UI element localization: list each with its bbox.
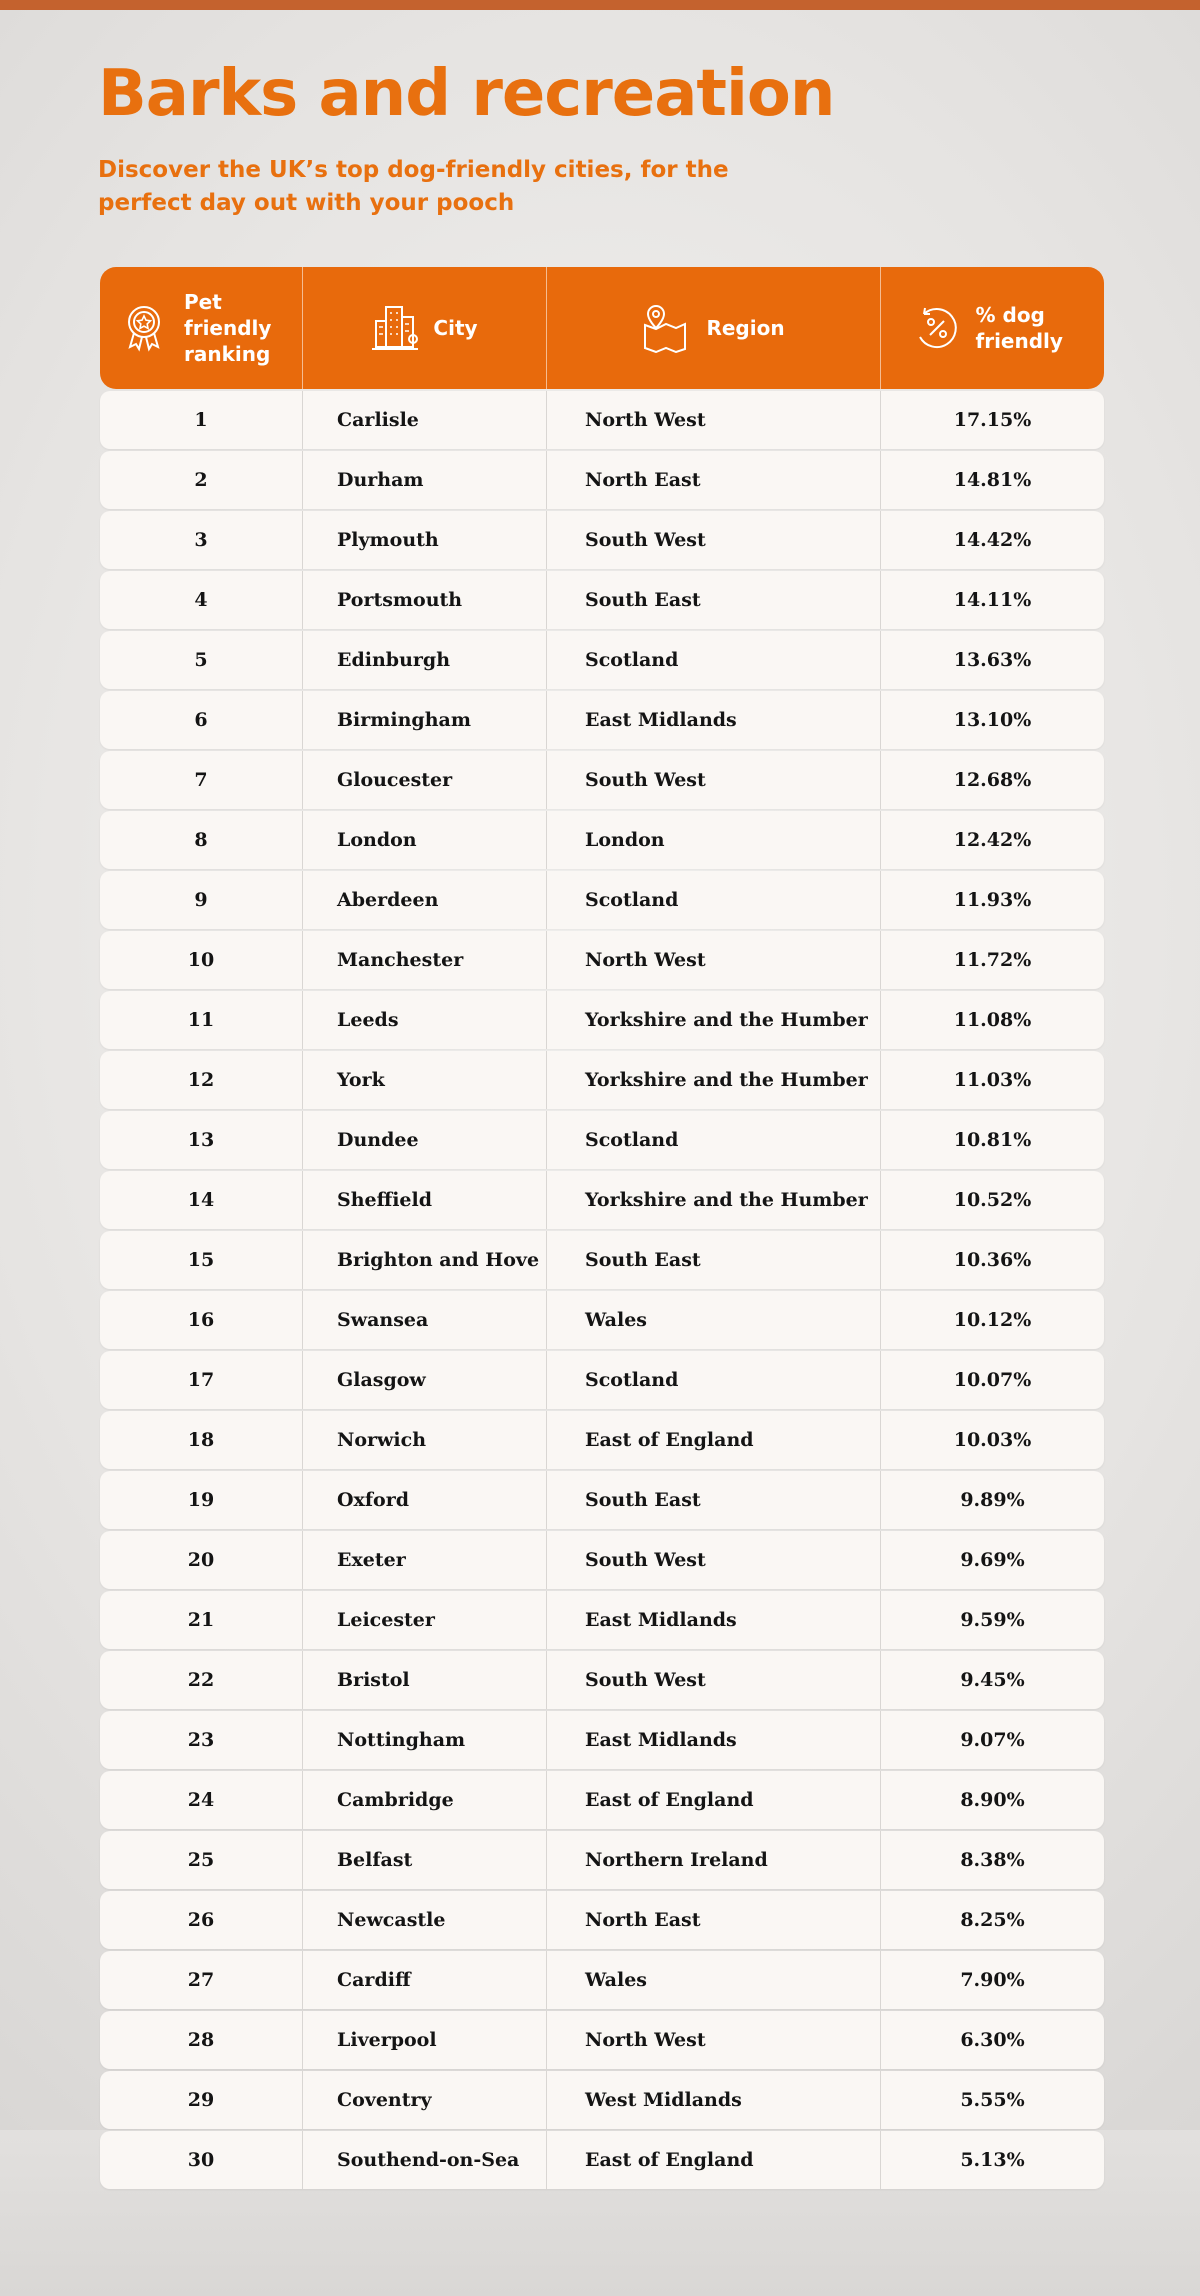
row-rank: 24 bbox=[100, 1771, 303, 1829]
row-city: Plymouth bbox=[303, 511, 547, 569]
row-region: West Midlands bbox=[547, 2071, 881, 2129]
row-percent: 13.63% bbox=[953, 649, 1032, 671]
table-body bbox=[100, 391, 1104, 2189]
row-rank: 17 bbox=[100, 1351, 303, 1409]
row-rank: 21 bbox=[100, 1591, 303, 1649]
row-rank: 19 bbox=[100, 1471, 303, 1529]
table-row bbox=[100, 1231, 1104, 1289]
row-rank: 6 bbox=[100, 691, 303, 749]
row-rank: 12 bbox=[100, 1051, 303, 1109]
table-row bbox=[100, 2131, 1104, 2189]
row-city: Newcastle bbox=[303, 1891, 547, 1949]
row-rank: 10 bbox=[100, 931, 303, 989]
row-rank: 23 bbox=[100, 1711, 303, 1769]
row-city: Exeter bbox=[303, 1531, 547, 1589]
row-region: North West bbox=[547, 931, 881, 989]
row-city: Oxford bbox=[303, 1471, 547, 1529]
row-region: Scotland bbox=[547, 871, 881, 929]
row-city: Sheffield bbox=[303, 1171, 547, 1229]
row-rank: 5 bbox=[100, 631, 303, 689]
row-region: North West bbox=[547, 391, 881, 449]
row-rank: 27 bbox=[100, 1951, 303, 2009]
row-percent: 10.36% bbox=[953, 1249, 1032, 1271]
row-city: Carlisle bbox=[303, 391, 547, 449]
row-percent: 11.08% bbox=[953, 1009, 1032, 1031]
row-percent: 13.10% bbox=[953, 709, 1032, 731]
table-row bbox=[100, 811, 1104, 869]
row-region: East Midlands bbox=[547, 691, 881, 749]
row-region: North West bbox=[547, 2011, 881, 2069]
row-region: East Midlands bbox=[547, 1711, 881, 1769]
page-title: Barks and recreation bbox=[98, 57, 835, 131]
table-row bbox=[100, 991, 1104, 1049]
row-region: South West bbox=[547, 1531, 881, 1589]
table-row bbox=[100, 571, 1104, 629]
row-city: Bristol bbox=[303, 1651, 547, 1709]
row-city: Belfast bbox=[303, 1831, 547, 1889]
row-city: Dundee bbox=[303, 1111, 547, 1169]
row-percent: 10.81% bbox=[953, 1129, 1032, 1151]
row-rank: 20 bbox=[100, 1531, 303, 1589]
row-city: Norwich bbox=[303, 1411, 547, 1469]
row-percent: 11.93% bbox=[953, 889, 1032, 911]
table-row bbox=[100, 1171, 1104, 1229]
row-rank: 9 bbox=[100, 871, 303, 929]
header-city bbox=[303, 267, 547, 389]
table-row bbox=[100, 1651, 1104, 1709]
row-percent: 10.07% bbox=[953, 1369, 1032, 1391]
row-rank: 1 bbox=[100, 391, 303, 449]
row-city: Aberdeen bbox=[303, 871, 547, 929]
row-region: North East bbox=[547, 1891, 881, 1949]
row-city: Cambridge bbox=[303, 1771, 547, 1829]
row-rank: 28 bbox=[100, 2011, 303, 2069]
row-percent: 10.52% bbox=[953, 1189, 1032, 1211]
row-region: South West bbox=[547, 1651, 881, 1709]
table-row bbox=[100, 1471, 1104, 1529]
row-city: York bbox=[303, 1051, 547, 1109]
table-row bbox=[100, 1531, 1104, 1589]
row-region: Scotland bbox=[547, 1351, 881, 1409]
row-region: East Midlands bbox=[547, 1591, 881, 1649]
header-region bbox=[547, 267, 881, 389]
row-city: Portsmouth bbox=[303, 571, 547, 629]
row-city: London bbox=[303, 811, 547, 869]
table-row bbox=[100, 1111, 1104, 1169]
table-row bbox=[100, 1711, 1104, 1769]
row-percent: 14.11% bbox=[953, 589, 1032, 611]
row-region: South West bbox=[547, 751, 881, 809]
row-city: Birmingham bbox=[303, 691, 547, 749]
row-rank: 29 bbox=[100, 2071, 303, 2129]
row-region: East of England bbox=[547, 2131, 881, 2189]
row-city: Durham bbox=[303, 451, 547, 509]
row-city: Glasgow bbox=[303, 1351, 547, 1409]
table-row bbox=[100, 1771, 1104, 1829]
row-city: Nottingham bbox=[303, 1711, 547, 1769]
row-city: Cardiff bbox=[303, 1951, 547, 2009]
header-city-label: City bbox=[433, 316, 478, 340]
row-percent: 8.25% bbox=[960, 1909, 1025, 1931]
row-city: Leeds bbox=[303, 991, 547, 1049]
row-rank: 3 bbox=[100, 511, 303, 569]
row-percent: 17.15% bbox=[953, 409, 1032, 431]
row-rank: 15 bbox=[100, 1231, 303, 1289]
row-city: Leicester bbox=[303, 1591, 547, 1649]
row-percent: 9.45% bbox=[960, 1669, 1025, 1691]
row-rank: 25 bbox=[100, 1831, 303, 1889]
header-ranking bbox=[100, 267, 303, 389]
row-rank: 18 bbox=[100, 1411, 303, 1469]
table-row bbox=[100, 691, 1104, 749]
row-region: South West bbox=[547, 511, 881, 569]
row-rank: 13 bbox=[100, 1111, 303, 1169]
table-row bbox=[100, 1351, 1104, 1409]
row-percent: 9.69% bbox=[960, 1549, 1025, 1571]
table-row bbox=[100, 871, 1104, 929]
row-rank: 22 bbox=[100, 1651, 303, 1709]
row-city: Coventry bbox=[303, 2071, 547, 2129]
table-header bbox=[100, 267, 1104, 389]
row-region: Scotland bbox=[547, 631, 881, 689]
row-rank: 14 bbox=[100, 1171, 303, 1229]
row-rank: 11 bbox=[100, 991, 303, 1049]
row-region: Yorkshire and the Humber bbox=[547, 1171, 881, 1229]
table-row bbox=[100, 1291, 1104, 1349]
header-percent-label: % dog friendly bbox=[975, 303, 1063, 353]
row-region: North East bbox=[547, 451, 881, 509]
table-row bbox=[100, 2011, 1104, 2069]
table-row bbox=[100, 1591, 1104, 1649]
header-ranking-label: Pet friendly ranking bbox=[184, 290, 272, 366]
map-pin-icon bbox=[642, 303, 688, 353]
header-percent bbox=[881, 267, 1104, 389]
row-percent: 14.42% bbox=[953, 529, 1032, 551]
table-row bbox=[100, 631, 1104, 689]
row-region: Scotland bbox=[547, 1111, 881, 1169]
row-region: Wales bbox=[547, 1951, 881, 2009]
row-percent: 10.03% bbox=[953, 1429, 1032, 1451]
row-percent: 5.13% bbox=[960, 2149, 1025, 2171]
table-row bbox=[100, 451, 1104, 509]
table-row bbox=[100, 2071, 1104, 2129]
table-row bbox=[100, 391, 1104, 449]
row-region: South East bbox=[547, 1231, 881, 1289]
table-row bbox=[100, 1411, 1104, 1469]
table-row bbox=[100, 1951, 1104, 2009]
row-rank: 7 bbox=[100, 751, 303, 809]
table-row bbox=[100, 1831, 1104, 1889]
row-percent: 12.42% bbox=[953, 829, 1032, 851]
table-row bbox=[100, 1051, 1104, 1109]
row-percent: 10.12% bbox=[953, 1309, 1032, 1331]
table-row bbox=[100, 1891, 1104, 1949]
table-row bbox=[100, 931, 1104, 989]
row-percent: 5.55% bbox=[960, 2089, 1025, 2111]
row-rank: 16 bbox=[100, 1291, 303, 1349]
row-region: London bbox=[547, 811, 881, 869]
row-city: Gloucester bbox=[303, 751, 547, 809]
row-region: Yorkshire and the Humber bbox=[547, 991, 881, 1049]
row-percent: 8.90% bbox=[960, 1789, 1025, 1811]
page-subtitle: Discover the UK’s top dog-friendly cities, for the perfect day out with your pooch bbox=[98, 157, 729, 216]
row-percent: 11.72% bbox=[953, 949, 1032, 971]
city-buildings-icon bbox=[371, 303, 419, 353]
row-region: South East bbox=[547, 1471, 881, 1529]
table-row bbox=[100, 751, 1104, 809]
row-region: South East bbox=[547, 571, 881, 629]
row-region: Wales bbox=[547, 1291, 881, 1349]
row-rank: 4 bbox=[100, 571, 303, 629]
row-region: East of England bbox=[547, 1411, 881, 1469]
row-city: Manchester bbox=[303, 931, 547, 989]
row-rank: 2 bbox=[100, 451, 303, 509]
row-city: Swansea bbox=[303, 1291, 547, 1349]
top-accent-bar bbox=[0, 0, 1200, 10]
row-city: Liverpool bbox=[303, 2011, 547, 2069]
row-percent: 11.03% bbox=[953, 1069, 1032, 1091]
row-region: East of England bbox=[547, 1771, 881, 1829]
table-row bbox=[100, 511, 1104, 569]
row-percent: 9.59% bbox=[960, 1609, 1025, 1631]
row-city: Edinburgh bbox=[303, 631, 547, 689]
row-city: Southend-on-Sea bbox=[303, 2131, 547, 2189]
row-percent: 9.89% bbox=[960, 1489, 1025, 1511]
row-percent: 6.30% bbox=[960, 2029, 1025, 2051]
ranking-table bbox=[100, 267, 1104, 2191]
row-percent: 12.68% bbox=[953, 769, 1032, 791]
row-percent: 14.81% bbox=[953, 469, 1032, 491]
row-percent: 9.07% bbox=[960, 1729, 1025, 1751]
row-rank: 30 bbox=[100, 2131, 303, 2189]
row-percent: 7.90% bbox=[960, 1969, 1025, 1991]
percent-circle-icon bbox=[914, 305, 960, 351]
row-region: Yorkshire and the Humber bbox=[547, 1051, 881, 1109]
row-percent: 8.38% bbox=[960, 1849, 1025, 1871]
row-rank: 8 bbox=[100, 811, 303, 869]
header-region-label: Region bbox=[706, 316, 785, 340]
row-city: Brighton and Hove bbox=[303, 1231, 547, 1289]
row-rank: 26 bbox=[100, 1891, 303, 1949]
row-region: Northern Ireland bbox=[547, 1831, 881, 1889]
award-ribbon-icon bbox=[122, 303, 166, 353]
